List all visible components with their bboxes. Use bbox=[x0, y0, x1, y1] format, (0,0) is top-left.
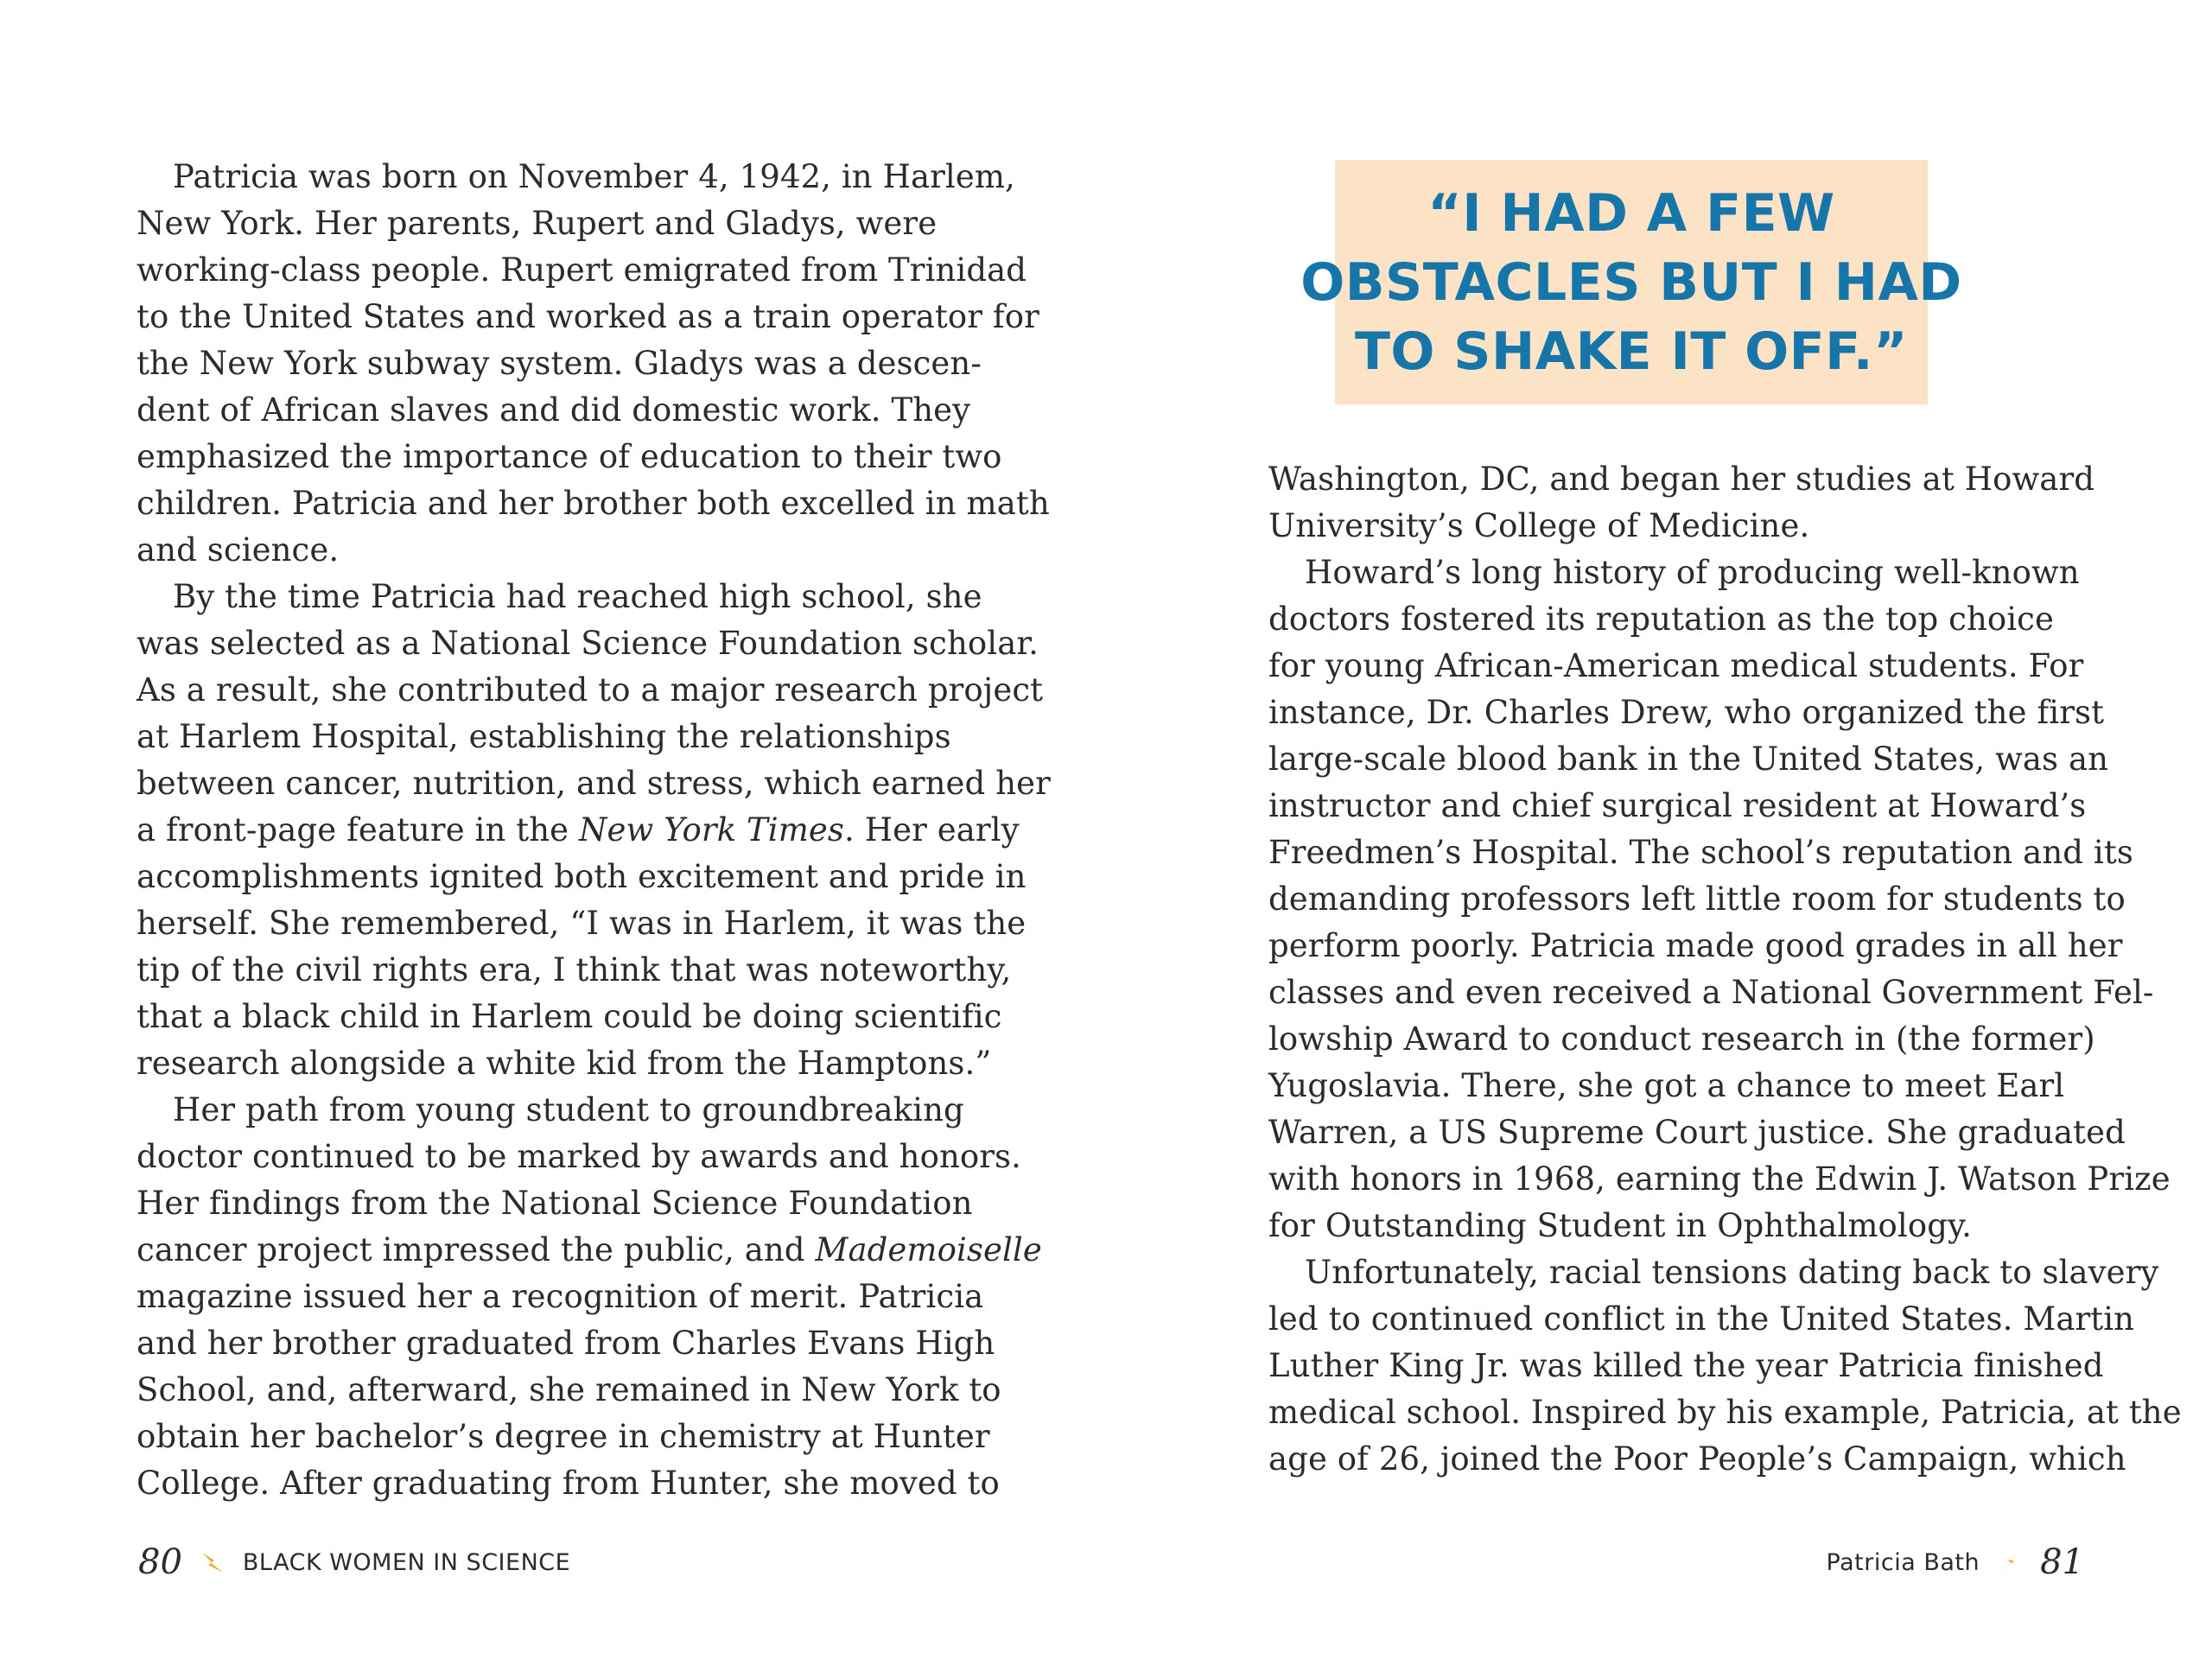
body-text-left bbox=[137, 154, 1051, 1507]
body-text-right bbox=[1268, 456, 2182, 1483]
footer-left bbox=[138, 1541, 570, 1584]
text-line: led to continued conflict in the United States. Martin bbox=[1268, 1300, 2135, 1338]
text-line: that a black child in Harlem could be doing scientific bbox=[137, 998, 1002, 1035]
footer-right bbox=[1827, 1541, 2084, 1584]
text-line: tip of the civil rights era, I think that was noteworthy, bbox=[137, 951, 1012, 988]
text-line: classes and even received a National Government Fel- bbox=[1268, 974, 2154, 1011]
text-line: age of 26, joined the Poor People’s Campaign, which bbox=[1268, 1440, 2126, 1478]
text-line: doctors fostered its reputation as the top choice bbox=[1268, 601, 2054, 638]
text-line: perform poorly. Patricia made good grades in all her bbox=[1268, 927, 2123, 964]
text-line: dent of African slaves and did domestic work. They bbox=[137, 391, 971, 429]
text-line: medical school. Inspired by his example, Patricia, at the bbox=[1268, 1394, 2182, 1431]
text-line: research alongside a white kid from the Hamptons.” bbox=[137, 1045, 992, 1082]
running-head-left: BLACK WOMEN IN SCIENCE bbox=[242, 1548, 571, 1576]
text-line: herself. She remembered, “I was in Harlem, it was the bbox=[137, 905, 1027, 942]
text-line: to the United States and worked as a train operator for bbox=[137, 298, 1039, 335]
text-line: emphasized the importance of education to their two bbox=[137, 438, 1002, 475]
right-page bbox=[1106, 0, 2212, 1659]
text-line: Yugoslavia. There, she got a chance to meet Earl bbox=[1268, 1067, 2065, 1104]
text-line: between cancer, nutrition, and stress, which earned her bbox=[137, 765, 1051, 802]
italic-title: Mademoiselle bbox=[815, 1231, 1042, 1268]
text-line: instructor and chief surgical resident at Howard’s bbox=[1268, 787, 2087, 824]
text-line: instance, Dr. Charles Drew, who organized the first bbox=[1268, 694, 2105, 731]
text-line: large-scale blood bank in the United States, was an bbox=[1268, 741, 2109, 778]
text-line: Washington, DC, and began her studies at Howard bbox=[1268, 461, 2095, 498]
text-line: with honors in 1968, earning the Edwin J. Watson Prize bbox=[1268, 1160, 2171, 1198]
text-line: and her brother graduated from Charles Evans High bbox=[137, 1325, 995, 1362]
lightning-bolt-icon bbox=[1997, 1549, 2023, 1575]
text-run: cancer project impressed the public, and bbox=[137, 1231, 816, 1268]
italic-title: New York Times bbox=[579, 811, 844, 849]
text-line: children. Patricia and her brother both excelled in math bbox=[137, 485, 1050, 522]
page-number-left: 80 bbox=[138, 1542, 182, 1582]
page-number-right: 81 bbox=[2040, 1542, 2084, 1582]
pull-quote-box bbox=[1300, 160, 1962, 404]
pull-quote-line: OBSTACLES BUT I HAD bbox=[1300, 251, 1962, 313]
text-line: Unfortunately, racial tensions dating back to slavery bbox=[1305, 1254, 2159, 1291]
text-line: was selected as a National Science Foundation scholar. bbox=[137, 625, 1039, 662]
text-line: lowship Award to conduct research in (the former) bbox=[1268, 1020, 2095, 1058]
text-line: Her path from young student to groundbreaking bbox=[173, 1091, 964, 1128]
text-line: demanding professors left little room for students to bbox=[1268, 880, 2126, 918]
text-line: New York. Her parents, Rupert and Gladys, were bbox=[137, 205, 938, 242]
text-line: Her findings from the National Science Foundation bbox=[137, 1185, 973, 1222]
text-line: College. After graduating from Hunter, she moved to bbox=[137, 1465, 1000, 1502]
text-line: By the time Patricia had reached high school, she bbox=[173, 578, 982, 615]
text-line: and science. bbox=[137, 531, 340, 569]
pull-quote-line: TO SHAKE IT OFF.” bbox=[1354, 321, 1909, 382]
text-line: University’s College of Medicine. bbox=[1268, 507, 1810, 544]
text-line: magazine issued her a recognition of merit. Patricia bbox=[137, 1278, 984, 1315]
text-line: at Harlem Hospital, establishing the relationships bbox=[137, 718, 951, 755]
text-line: for Outstanding Student in Ophthalmology. bbox=[1268, 1207, 1972, 1244]
text-line bbox=[137, 807, 1020, 854]
text-line: As a result, she contributed to a major research project bbox=[137, 671, 1044, 709]
text-line: for young African-American medical students. For bbox=[1268, 647, 2084, 684]
text-line: School, and, afterward, she remained in New York to bbox=[137, 1371, 1001, 1408]
running-head-right: Patricia Bath bbox=[1826, 1548, 1980, 1576]
text-line: working-class people. Rupert emigrated from Trinidad bbox=[137, 251, 1027, 289]
text-line: obtain her bachelor’s degree in chemistry at Hunter bbox=[137, 1418, 990, 1455]
text-line: accomplishments ignited both excitement and pride in bbox=[137, 858, 1027, 895]
text-line bbox=[137, 1227, 1042, 1274]
lightning-bolt-icon bbox=[200, 1549, 226, 1575]
text-line: Howard’s long history of producing well-known bbox=[1305, 554, 2080, 591]
pull-quote-line: “I HAD A FEW bbox=[1427, 182, 1835, 244]
text-line: doctor continued to be marked by awards and honors. bbox=[137, 1138, 1021, 1175]
text-line: Patricia was born on November 4, 1942, in Harlem, bbox=[173, 158, 1015, 195]
text-line: the New York subway system. Gladys was a descen- bbox=[137, 345, 982, 382]
text-run: . Her early bbox=[844, 811, 1020, 849]
text-run: a front-page feature in the bbox=[137, 811, 580, 849]
text-line: Freedmen’s Hospital. The school’s reputation and its bbox=[1268, 834, 2133, 871]
text-line: Warren, a US Supreme Court justice. She graduated bbox=[1268, 1114, 2126, 1151]
text-line: Luther King Jr. was killed the year Patricia finished bbox=[1268, 1347, 2104, 1384]
